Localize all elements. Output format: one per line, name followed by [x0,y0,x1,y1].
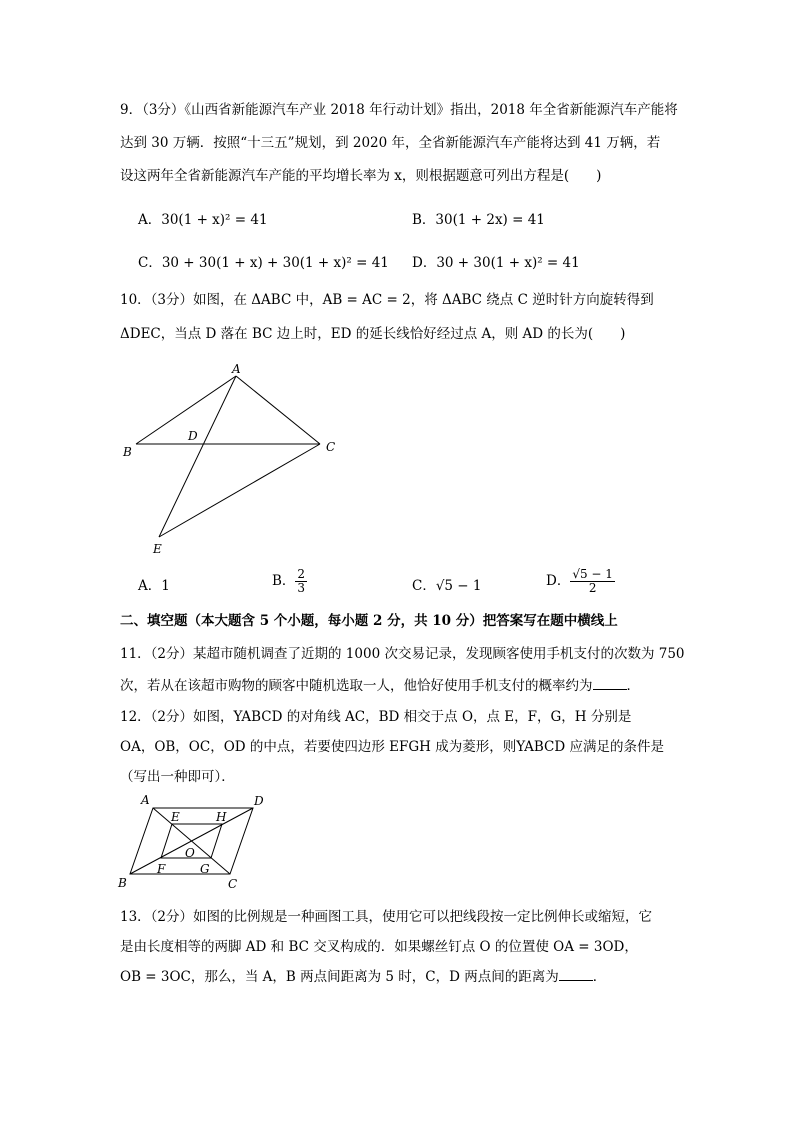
q10-line-2: ΔDEC，当点 D 落在 BC 边上时，ED 的延长线恰好经过点 A，则 AD 的长为( ) [120,326,626,342]
q11-line-2 [120,677,640,695]
q10-option-b [272,568,307,595]
q10-option-d-prefix: D． [546,573,571,589]
q11-line-2-text: 次，若从在该超市购物的顾客中随机选取一人，他恰好使用手机支付的概率约为 [120,678,593,694]
q13-line-3-text: OB = 3OC，那么，当 A，B 两点间距离为 5 时，C，D 两点间的距离为 [120,969,559,985]
q12-label-f: F [157,862,166,876]
q10-option-b-prefix: B． [272,573,296,589]
q9-line-3: 设这两年全省新能源汽车产能的平均增长率为 x，则根据题意可列出方程是( ) [120,168,602,184]
q11-line-2-end: ． [626,678,640,694]
q12-parallelogram-figure [115,793,275,889]
q12-label-o: O [185,846,195,860]
q10-edge-ec [159,444,320,537]
q13-line-1: 13．（2分）如图的比例规是一种画图工具，使用它可以把线段按一定比例伸长或缩短，它 [120,909,653,925]
q12-line-3: （写出一种即可）． [120,769,235,785]
q10-option-d-fraction [570,568,615,595]
q12-label-a: A [141,793,150,807]
q10-option-b-denominator: 3 [297,581,306,595]
q10-edge-ae [159,376,236,537]
q12-label-b: B [118,876,127,890]
q10-triangle-figure [115,360,355,560]
q10-label-b: B [123,445,132,459]
q9-option-c: C．30 + 30(1 + x) + 30(1 + x)² = 41 [138,255,389,271]
q11-line-1: 11．（2分）某超市随机调查了近期的 1000 次交易记录，发现顾客使用手机支付的次数为 750 [120,646,685,662]
q13-answer-blank[interactable] [559,968,593,981]
q10-option-c: C．√5 − 1 [412,578,482,594]
q10-option-b-fraction [295,568,307,595]
q10-option-a: A．1 [138,578,170,594]
q13-line-3 [120,968,606,986]
q11-answer-blank[interactable] [593,677,627,690]
q12-label-c: C [228,877,238,891]
q12-line-1: 12．（2分）如图，YABCD 的对角线 AC，BD 相交于点 O，点 E，F，G，H 分别是 [120,709,632,725]
q12-label-h: H [216,810,227,824]
q12-label-d: D [254,794,264,808]
q9-option-a: A．30(1 + x)² = 41 [138,212,268,228]
q10-option-d [546,568,615,595]
q10-line-1: 10．（3分）如图，在 ΔABC 中，AB = AC = 2，将 ΔABC 绕点 C 逆时针方向旋转得到 [120,292,654,308]
q10-edge-ac [236,376,320,444]
q9-line-1: 9．（3分）《山西省新能源汽车产业 2018 年行动计划》指出，2018 年全省新能源汽车产能将 [120,102,678,118]
q10-option-b-numerator: 2 [297,567,306,581]
q12-label-e: E [171,810,180,824]
q10-label-e: E [153,542,162,556]
q10-edge-ba [136,376,236,444]
q9-option-d: D．30 + 30(1 + x)² = 41 [412,255,580,271]
q12-label-g: G [200,862,210,876]
q9-option-b: B．30(1 + 2x) = 41 [412,212,545,228]
section-2-title: 二、填空题（本大题含 5 个小题，每小题 2 分，共 10 分）把答案写在题中横线上 [120,613,618,629]
q12-diagonal-bd [130,808,253,874]
q10-option-d-numerator: √5 − 1 [572,567,613,581]
q13-line-3-end: ． [592,969,607,985]
q10-label-c: C [326,440,336,454]
q10-label-d: D [188,429,198,443]
q10-option-d-denominator: 2 [588,581,597,595]
q10-label-a: A [232,362,241,376]
q9-line-2: 达到 30 万辆．按照“十三五”规划，到 2020 年，全省新能源汽车产能将达到 41 万辆，若 [120,135,661,151]
q13-line-2: 是由长度相等的两脚 AD 和 BC 交叉构成的．如果螺丝钉点 O 的位置使 OA = 3OD， [120,939,638,955]
q12-line-2: OA，OB，OC，OD 的中点，若要使四边形 EFGH 成为菱形，则YABCD 应满足的条件是 [120,739,664,755]
